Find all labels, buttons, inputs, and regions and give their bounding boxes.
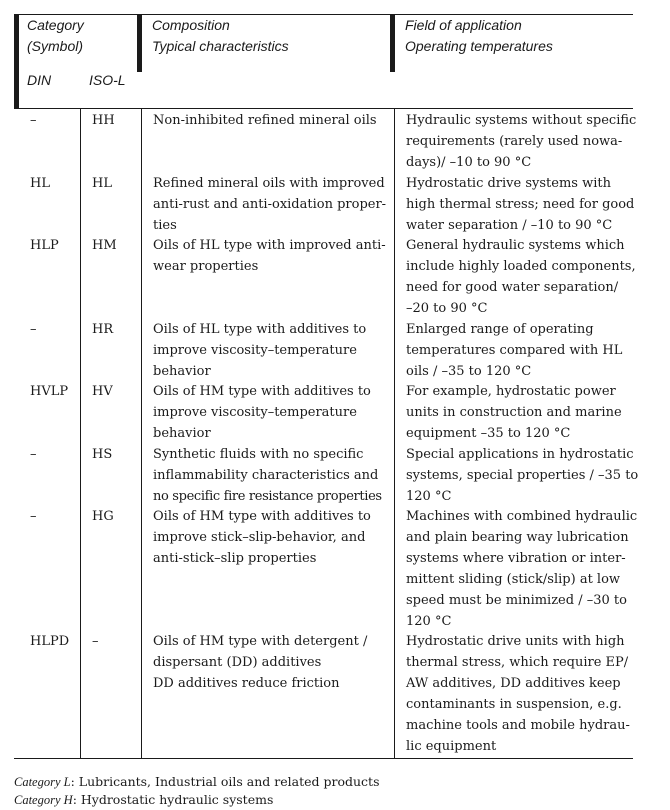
application-line: thermal stress, which require EP/ <box>406 655 629 670</box>
application-line: Special applications in hydrostatic <box>406 447 634 462</box>
footnote-term: Category H <box>14 793 73 807</box>
application-line: contaminants in suspension, e.g. <box>406 697 622 712</box>
column-divider-composition <box>394 108 395 759</box>
application-line: Enlarged range of operating <box>406 322 594 337</box>
composition-line: DD additives reduce friction <box>153 676 340 691</box>
application-line: –20 to 90 °C <box>406 301 488 316</box>
composition-line: no specific fire resistance properties <box>153 489 382 504</box>
composition-line: Oils of HL type with additives to <box>153 322 367 337</box>
row-hlpd-application <box>406 631 630 757</box>
row-hg-iso: HG <box>92 509 114 524</box>
application-line: speed must be minimized / –30 to <box>406 593 627 608</box>
row-hh-din: – <box>30 113 37 128</box>
application-line: systems, special properties / –35 to <box>406 468 639 483</box>
row-hr-din: – <box>30 322 37 337</box>
composition-line: Oils of HL type with improved anti- <box>153 238 386 253</box>
application-line: For example, hydrostatic power <box>406 384 616 399</box>
composition-line: wear properties <box>153 259 259 274</box>
application-line: include highly loaded components, <box>406 259 636 274</box>
footnote-text: : Hydrostatic hydraulic systems <box>72 792 274 807</box>
row-hs-application <box>406 444 638 507</box>
row-hs-iso: HS <box>92 447 113 462</box>
row-hh-iso: HH <box>92 113 115 128</box>
row-hlpd-composition <box>153 631 367 694</box>
column-divider-din <box>80 108 81 759</box>
row-hs-composition <box>153 444 382 507</box>
header-din: DIN <box>27 72 52 88</box>
composition-line: Oils of HM type with detergent / <box>153 634 368 649</box>
row-hh-composition <box>153 110 377 131</box>
application-line: days)/ –10 to 90 °C <box>406 155 532 170</box>
composition-line: Refined mineral oils with improved <box>153 176 385 191</box>
row-hl-din: HL <box>30 176 50 191</box>
header-composition-line1: Composition <box>152 17 230 33</box>
header-bar-composition <box>137 14 142 72</box>
row-hv-din: HVLP <box>30 384 69 399</box>
application-line: Hydraulic systems without specific <box>406 113 637 128</box>
application-line: requirements (rarely used nowa- <box>406 134 623 149</box>
composition-line: anti-stick–slip properties <box>153 551 317 566</box>
application-line: oils / –35 to 120 °C <box>406 364 532 379</box>
row-hlpd-iso: – <box>92 634 99 649</box>
composition-line: behavior <box>153 364 211 379</box>
row-hl-iso: HL <box>92 176 112 191</box>
application-line: water separation / –10 to 90 °C <box>406 218 613 233</box>
row-hlpd-din: HLPD <box>30 634 70 649</box>
application-line: General hydraulic systems which <box>406 238 625 253</box>
header-bar-application <box>390 14 395 72</box>
application-line: Hydrostatic drive systems with <box>406 176 611 191</box>
row-hl-composition <box>153 173 386 236</box>
header-category <box>27 15 84 57</box>
header-application-line2: Operating temperatures <box>405 38 553 54</box>
composition-line: improve viscosity–temperature <box>153 405 357 420</box>
composition-line: Oils of HM type with additives to <box>153 384 371 399</box>
application-line: 120 °C <box>406 614 452 629</box>
composition-line: Synthetic fluids with no specific <box>153 447 364 462</box>
row-hl-application <box>406 173 634 236</box>
row-hr-iso: HR <box>92 322 114 337</box>
application-line: equipment –35 to 120 °C <box>406 426 571 441</box>
row-hv-application <box>406 381 622 444</box>
header-category-line1: Category <box>27 17 84 33</box>
row-hlp-composition <box>153 235 386 277</box>
application-line: 120 °C <box>406 489 452 504</box>
application-line: mittent sliding (stick/slip) at low <box>406 572 621 587</box>
bottom-rule <box>14 758 633 759</box>
header-application-line1: Field of application <box>405 17 522 33</box>
footnote-term: Category L <box>14 775 71 789</box>
row-hg-din: – <box>30 509 37 524</box>
application-line: and plain bearing way lubrication <box>406 530 629 545</box>
application-line: machine tools and mobile hydrau- <box>406 718 630 733</box>
header-iso: ISO-L <box>89 72 126 88</box>
application-line: lic equipment <box>406 739 497 754</box>
application-line: Hydrostatic drive units with high <box>406 634 625 649</box>
application-line: need for good water separation/ <box>406 280 619 295</box>
composition-line: anti-rust and anti-oxidation proper- <box>153 197 387 212</box>
header-bar-category <box>14 14 19 108</box>
row-hg-application <box>406 506 637 632</box>
row-hr-application <box>406 319 622 382</box>
row-hv-composition <box>153 381 371 444</box>
application-line: high thermal stress; need for good <box>406 197 635 212</box>
column-divider-iso <box>141 108 142 759</box>
header-application <box>405 15 553 57</box>
row-hlp-din: HLP <box>30 238 59 253</box>
composition-line: improve stick–slip-behavior, and <box>153 530 366 545</box>
composition-line: dispersant (DD) additives <box>153 655 322 670</box>
row-hr-composition <box>153 319 366 382</box>
row-hs-din: – <box>30 447 37 462</box>
row-hlp-application <box>406 235 636 319</box>
composition-line: inflammability characteristics and <box>153 468 379 483</box>
row-hg-composition <box>153 506 371 569</box>
application-line: temperatures compared with HL <box>406 343 623 358</box>
footnote-category-l <box>14 773 379 791</box>
header-composition-line2: Typical characteristics <box>152 38 289 54</box>
application-line: systems where vibration or inter- <box>406 551 626 566</box>
composition-line: Oils of HM type with additives to <box>153 509 371 524</box>
composition-line: behavior <box>153 426 211 441</box>
row-hh-application <box>406 110 636 173</box>
header-category-line2: (Symbol) <box>27 38 84 54</box>
composition-line: ties <box>153 218 177 233</box>
footnote-category-h <box>14 791 273 809</box>
row-hlp-iso: HM <box>92 238 117 253</box>
row-hv-iso: HV <box>92 384 113 399</box>
composition-line: improve viscosity–temperature <box>153 343 357 358</box>
header-bottom-rule <box>14 108 633 109</box>
composition-line: Non-inhibited refined mineral oils <box>153 113 377 128</box>
header-composition <box>152 15 289 57</box>
footnote-text: : Lubricants, Industrial oils and related products <box>70 774 380 789</box>
application-line: Machines with combined hydraulic <box>406 509 638 524</box>
application-line: units in construction and marine <box>406 405 622 420</box>
application-line: AW additives, DD additives keep <box>406 676 621 691</box>
